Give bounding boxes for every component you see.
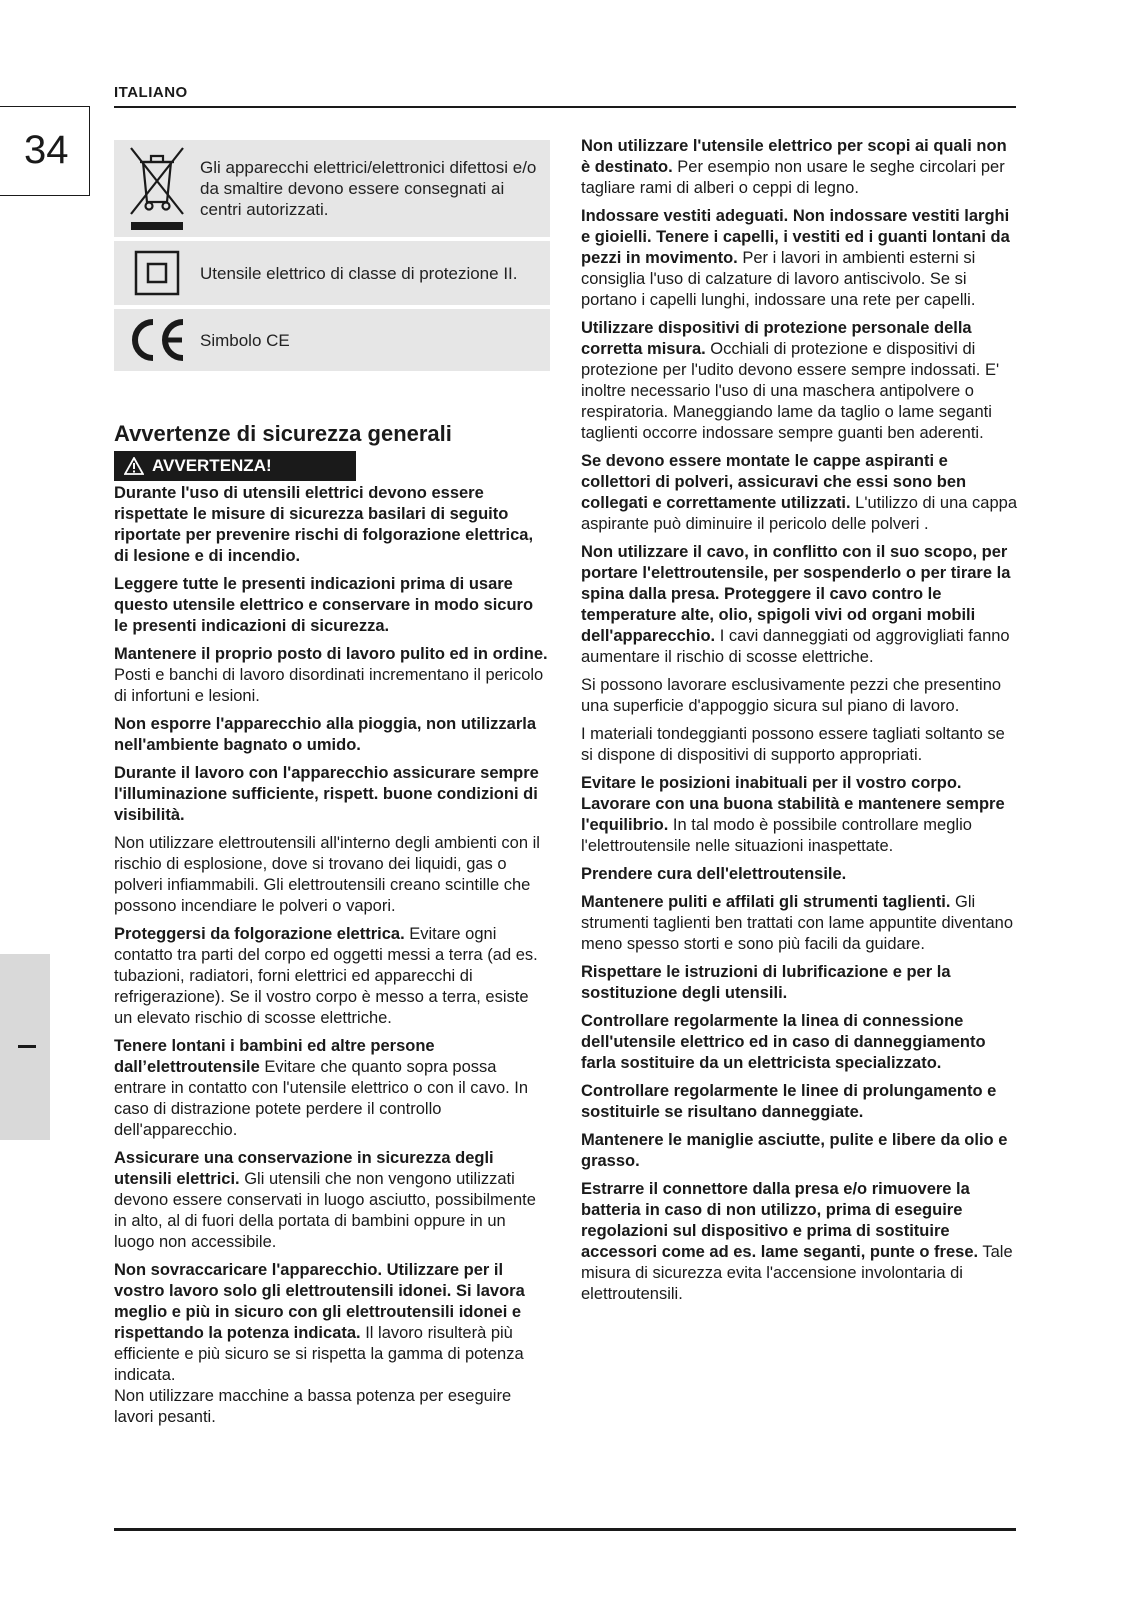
- paragraph: Si possono lavorare esclusivamente pezzi che presentino una superficie d'appoggio sicura sul piano di lavoro.: [581, 676, 1002, 715]
- symbol-row-ce: [114, 309, 550, 371]
- header-language: ITALIANO: [114, 84, 188, 101]
- side-tab-dash: [18, 1045, 36, 1048]
- symbol-text-class2: Utensile elettrico di classe di protezione II.: [200, 263, 518, 283]
- symbol-row-class2: [114, 241, 550, 305]
- paragraph: Utilizzare dispositivi di protezione personale della corretta misura. Occhiali di protezione e dispositivi di protezione per l'udito devono essere sempre indossati. E' inoltre necessario l'uso di una maschera antipolvere o respiratoria. Maneggiando lame da taglio o lame seganti taglienti occorre indossare sempre guanti ben aderenti.: [581, 319, 1000, 442]
- paragraph: Prendere cura dell'elettroutensile.: [581, 865, 847, 883]
- paragraph: Non utilizzare elettroutensili all'interno degli ambienti con il rischio di esplosione, dove si trovano dei liquidi, gas o polveri infiammabili. Gli elettroutensili creano scintille che possono incendiare le polveri o vapori.: [114, 834, 540, 915]
- paragraph: Indossare vestiti adeguati. Non indossare vestiti larghi e gioielli. Tenere i capelli, i vestiti ed i guanti lontani da pezzi in movimento. Per i lavori in ambienti esterni si consiglia l'uso di calzature di lavoro antiscivolo. Se si portano i capelli lunghi, indossare una rete per capelli.: [581, 207, 1010, 309]
- paragraph: Assicurare una conservazione in sicurezza degli utensili elettrici. Gli utensili che non vengono utilizzati devono essere conservati in luogo asciutto, possibilmente in alto, al di fuori della portata di bambini oppure in un luogo non accessibile.: [114, 1149, 536, 1251]
- paragraph: Proteggersi da folgorazione elettrica. Evitare ogni contatto tra parti del corpo ed oggetti messi a terra (ad es. tubazioni, radiatori, forni elettrici ed apparecchi di refrigerazione). Se il vostro corpo è messo a terra, esiste un elevato rischio di scosse elettriche.: [114, 925, 538, 1027]
- page-number: 34: [24, 128, 69, 172]
- paragraph: Tenere lontani i bambini ed altre persone dall’elettroutensile Evitare che quanto sopra possa entrare in contatto con l'utensile elettrico o con il cavo. In caso di distrazione potete perdere il controllo dell'apparecchio.: [114, 1037, 529, 1139]
- warning-triangle-icon: [124, 457, 144, 475]
- left-paragraphs: [114, 483, 550, 1428]
- paragraph: Se devono essere montate le cappe aspiranti e collettori di polveri, assicuravi che essi sono ben collegati e correttamente utilizzati. L'utilizzo di una cappa aspirante può diminuire il pericolo delle polveri .: [581, 452, 1018, 533]
- paragraph: Estrarre il connettore dalla presa e/o rimuovere la batteria in caso di non utilizzo, prima di eseguire regolazioni sul dispositivo e prima di sostituire accessori come ad es. lame seganti, punte o frese. Tale misura di sicurezza evita l'accensione involontaria di elettroutensili.: [581, 1180, 1013, 1303]
- paragraph: Non sovraccaricare l'apparecchio. Utilizzare per il vostro lavoro solo gli elettroutensili idonei. Si lavora meglio e più in sicuro con gli elettroutensili idonei e rispettando la potenza indicata. Il lavoro risulterà più efficiente e più sicuro se si rispetta la gamma di potenza indicata.: [114, 1261, 525, 1384]
- paragraph: Durante l'uso di utensili elettrici devono essere rispettate le misure di sicurezza basilari di seguito riportate per prevenire rischi di folgorazione elettrica, di lesione e di incendio.: [114, 484, 534, 565]
- paragraph: Controllare regolarmente le linee di prolungamento e sostituirle se risultano danneggiate.: [581, 1082, 997, 1121]
- paragraph: Durante il lavoro con l'apparecchio assicurare sempre l'illuminazione sufficiente, rispett. buone condizioni di visibilità.: [114, 764, 539, 824]
- paragraph: Mantenere puliti e affilati gli strumenti taglienti. Gli strumenti taglienti ben trattati con lame appuntite diventano meno spesso storti e sono più facili da guidare.: [581, 893, 1014, 953]
- symbol-text-weee: Gli apparecchi elettrici/elettronici difettosi e/o da smaltire devono essere consegnati ai centri autorizzati.: [200, 158, 537, 219]
- crossed-bin-icon: [114, 144, 200, 234]
- right-column: [581, 136, 1017, 1312]
- paragraph: Mantenere il proprio posto di lavoro pulito ed in ordine. Posti e banchi di lavoro disordinati incrementano il pericolo di infortuni e lesioni.: [114, 645, 548, 705]
- paragraph: Non utilizzare il cavo, in conflitto con il suo scopo, per portare l'elettroutensile, per sospenderlo o per tirare la spina dalla presa. Proteggere il cavo contro le temperature alte, olio, spigoli vivi od organi mobili dell'apparecchio. I cavi danneggiati od aggrovigliati fanno aumentare il rischio di scosse elettriche.: [581, 543, 1011, 666]
- footer-rule: [114, 1528, 1016, 1531]
- paragraph: Non esporre l'apparecchio alla pioggia, non utilizzarla nell'ambiente bagnato o umido.: [114, 715, 537, 754]
- warning-bar: [114, 451, 356, 481]
- double-square-icon: [114, 250, 200, 296]
- paragraph: Leggere tutte le presenti indicazioni prima di usare questo utensile elettrico e conservare in modo sicuro le presenti indicazioni di sicurezza.: [114, 575, 534, 635]
- paragraph: Controllare regolarmente la linea di connessione dell'utensile elettrico ed in caso di danneggiamento farla sostituire da un elettricista specializzato.: [581, 1012, 986, 1072]
- paragraph: Non utilizzare macchine a bassa potenza per eseguire lavori pesanti.: [114, 1387, 512, 1426]
- paragraph: Rispettare le istruzioni di lubrificazione e per la sostituzione degli utensili.: [581, 963, 951, 1002]
- symbol-row-weee: [114, 140, 550, 237]
- symbol-text-ce: Simbolo CE: [200, 330, 290, 350]
- ce-mark-icon: [114, 317, 200, 363]
- left-column: [114, 140, 550, 1435]
- paragraph: Evitare le posizioni inabituali per il vostro corpo. Lavorare con una buona stabilità e mantenere sempre l'equilibrio. In tal modo è possibile controllare meglio l'elettroutensile nelle situazioni inaspettate.: [581, 774, 1005, 855]
- warning-label: AVVERTENZA!: [152, 456, 272, 475]
- paragraph: Mantenere le maniglie asciutte, pulite e libere da olio e grasso.: [581, 1131, 1008, 1170]
- header-rule: [114, 106, 1016, 108]
- section-title: Avvertenze di sicurezza generali: [114, 421, 452, 446]
- paragraph: Non utilizzare l'utensile elettrico per scopi ai quali non è destinato. Per esempio non usare le seghe circolari per tagliare rami di alberi o ceppi di legno.: [581, 137, 1007, 197]
- paragraph: I materiali tondeggianti possono essere tagliati soltanto se si dispone di dispositivi di supporto appropriati.: [581, 725, 1005, 764]
